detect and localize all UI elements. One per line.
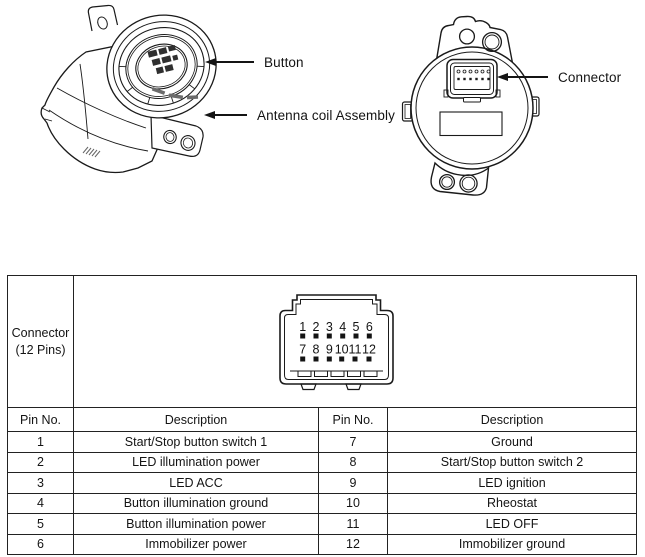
svg-text:8: 8 — [312, 342, 320, 357]
table-row — [8, 432, 637, 453]
pin-description: Immobilizer power — [74, 534, 319, 555]
button-label: Button — [264, 54, 304, 70]
svg-text:4: 4 — [339, 320, 347, 334]
leader-line — [215, 114, 247, 116]
pin-description: Start/Stop button switch 2 — [388, 452, 637, 473]
pin-numbers-top — [299, 320, 373, 334]
pin-description: Button illumination power — [74, 514, 319, 535]
pin-number: 12 — [319, 534, 388, 555]
svg-text:6: 6 — [365, 320, 373, 334]
connector-bottom-tabs — [290, 371, 383, 390]
header-pin-no-1: Pin No. — [8, 408, 74, 432]
svg-text:3: 3 — [325, 320, 333, 334]
pin-number: 4 — [8, 493, 74, 514]
pin-numbers-bottom — [299, 343, 376, 357]
pin-description: Ground — [388, 432, 637, 453]
pin-description: LED OFF — [388, 514, 637, 535]
pin-number: 2 — [8, 452, 74, 473]
pin-squares-bottom — [300, 357, 371, 362]
svg-text:11: 11 — [348, 342, 362, 357]
rear-connector-socket — [444, 60, 500, 103]
pin-number: 9 — [319, 473, 388, 494]
arrow-left-icon — [204, 111, 215, 119]
pin-description: LED illumination power — [74, 452, 319, 473]
header-description-2: Description — [388, 408, 637, 432]
connector-cell-line1: Connector — [11, 325, 70, 340]
leader-line — [216, 61, 254, 63]
pin-number: 10 — [319, 493, 388, 514]
table-row — [8, 452, 637, 473]
svg-text:5: 5 — [352, 320, 360, 334]
svg-text:9: 9 — [325, 342, 333, 357]
svg-text:12: 12 — [362, 342, 376, 357]
svg-text:2: 2 — [312, 320, 320, 334]
pin-number: 3 — [8, 473, 74, 494]
arrow-left-icon — [205, 58, 216, 66]
pin-squares-top — [300, 334, 372, 339]
pin-description: LED ignition — [388, 473, 637, 494]
connector-cell-line2: (12 Pins) — [15, 342, 66, 357]
leader-line — [508, 76, 548, 78]
connector-cell — [8, 276, 74, 408]
rear-view-drawing — [395, 0, 555, 200]
header-pin-no-2: Pin No. — [319, 408, 388, 432]
connector-diagram-row — [8, 276, 637, 408]
connector-diagram-cell — [74, 276, 637, 408]
pin-description: Button illumination ground — [74, 493, 319, 514]
top-mounting-tab — [88, 5, 117, 31]
bottom-mounting-bracket — [151, 115, 203, 156]
header-description-1: Description — [74, 408, 319, 432]
antenna-coil-label: Antenna coil Assembly — [257, 107, 395, 123]
table-row — [8, 514, 637, 535]
connector-label: Connector — [558, 69, 622, 85]
callout-antenna-coil — [204, 107, 395, 123]
pin-number: 6 — [8, 534, 74, 555]
table-header-row — [8, 408, 637, 432]
pin-number: 8 — [319, 452, 388, 473]
pin-description: LED ACC — [74, 473, 319, 494]
pin-description: Start/Stop button switch 1 — [74, 432, 319, 453]
callout-button — [205, 54, 304, 70]
table-row — [8, 473, 637, 494]
connector-front-view — [266, 278, 396, 392]
pin-number: 7 — [319, 432, 388, 453]
arrow-left-icon — [497, 73, 508, 81]
svg-text:10: 10 — [334, 342, 349, 357]
table-row — [8, 493, 637, 514]
pin-description: Rheostat — [388, 493, 637, 514]
connector-pinout-table — [7, 275, 637, 555]
button-assembly-drawing — [30, 0, 240, 180]
pin-number: 1 — [8, 432, 74, 453]
connector-housing-liner — [285, 300, 389, 380]
svg-text:1: 1 — [299, 320, 307, 334]
table-row — [8, 534, 637, 555]
svg-text:7: 7 — [299, 342, 307, 357]
callout-connector — [497, 69, 621, 85]
pin-description: Immobilizer ground — [388, 534, 637, 555]
pin-number: 11 — [319, 514, 388, 535]
pin-number: 5 — [8, 514, 74, 535]
